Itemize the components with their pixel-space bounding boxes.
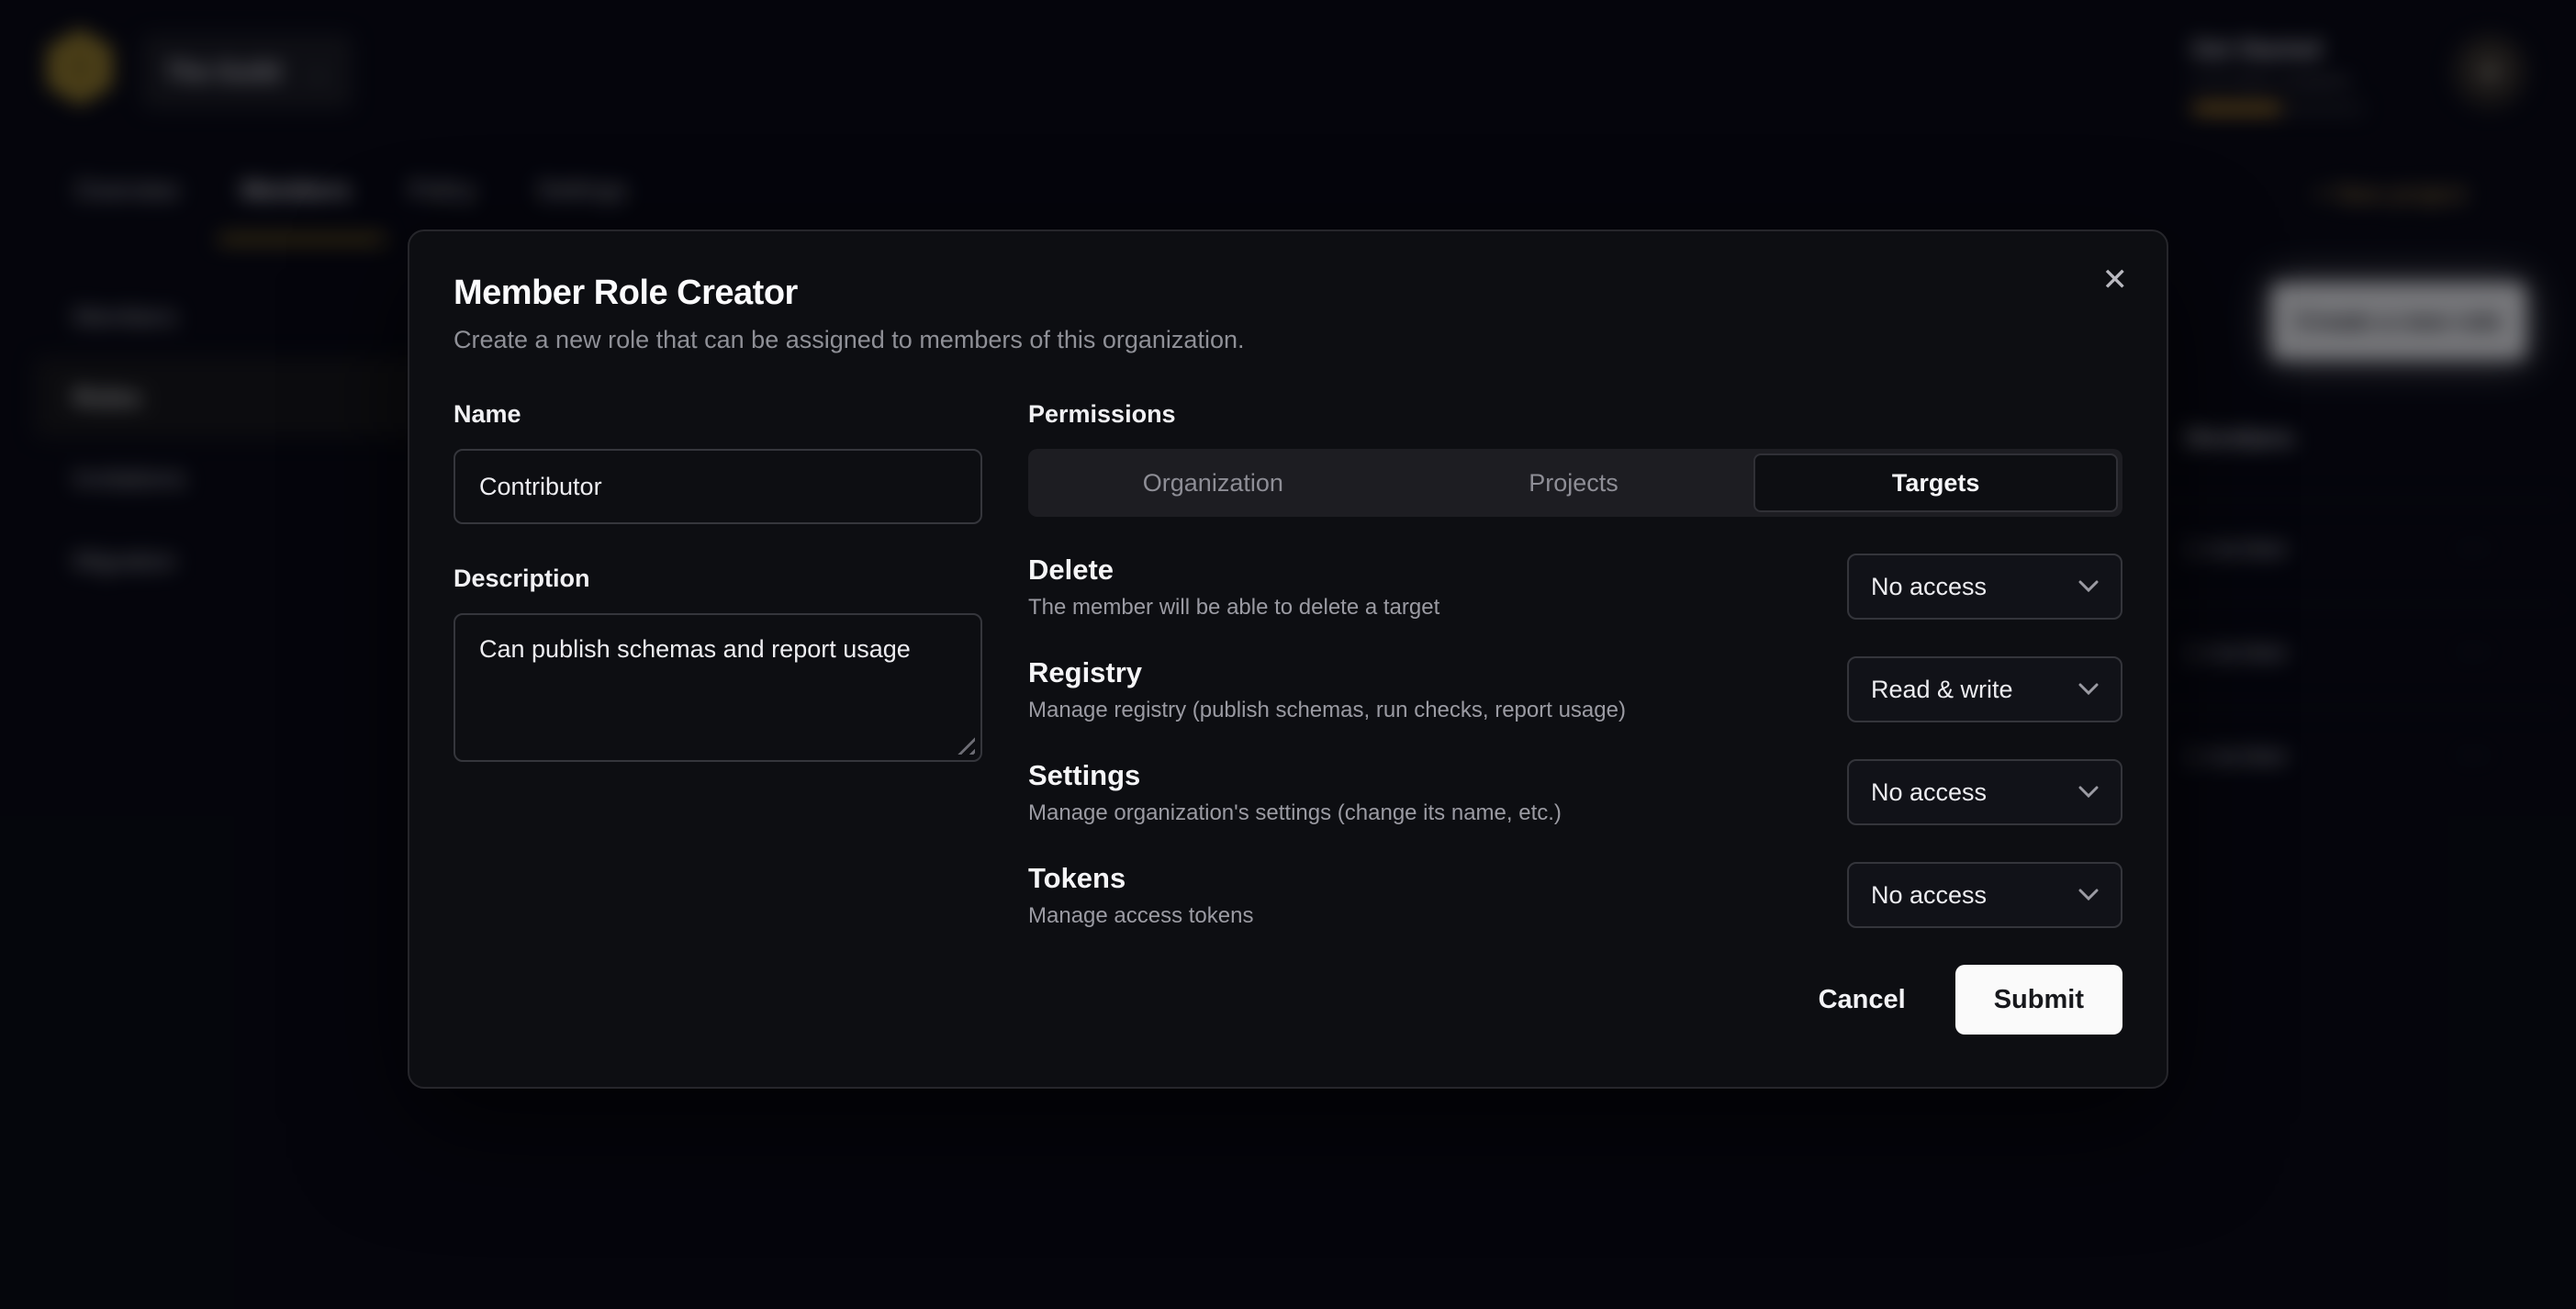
dialog-title: Member Role Creator: [454, 274, 798, 312]
chevron-down-icon: [2078, 580, 2099, 593]
permission-row-registry: [1028, 656, 2122, 722]
select-value: Read & write: [1871, 675, 2013, 703]
permission-title: Settings: [1028, 759, 1141, 791]
name-input[interactable]: [454, 449, 982, 524]
tokens-access-select[interactable]: [1847, 862, 2122, 928]
permission-description: Manage organization's settings (change its name, etc.): [1028, 800, 1562, 825]
submit-button[interactable]: Submit: [1955, 965, 2122, 1035]
description-textarea[interactable]: [454, 613, 982, 762]
select-value: No access: [1871, 880, 1988, 909]
permission-title: Registry: [1028, 656, 1143, 688]
cancel-button[interactable]: Cancel: [1782, 965, 1943, 1035]
permissions-scope-tabs: [1028, 449, 2122, 517]
close-icon[interactable]: ✕: [2101, 263, 2128, 297]
select-value: No access: [1871, 778, 1988, 806]
permissions-label: Permissions: [1028, 400, 1176, 428]
dialog-footer: [1028, 965, 2122, 1035]
chevron-down-icon: [2078, 889, 2099, 901]
permission-description: Manage registry (publish schemas, run checks, report usage): [1028, 698, 1626, 722]
name-label: Name: [454, 400, 521, 428]
settings-access-select[interactable]: [1847, 759, 2122, 825]
permission-row-delete: [1028, 554, 2122, 620]
permission-row-tokens: [1028, 862, 2122, 928]
dialog-subtitle: Create a new role that can be assigned to members of this organization.: [454, 326, 1245, 353]
registry-access-select[interactable]: [1847, 656, 2122, 722]
delete-access-select[interactable]: [1847, 554, 2122, 620]
permission-title: Tokens: [1028, 862, 1126, 894]
scope-tab-projects[interactable]: Projects: [1529, 468, 1618, 497]
description-label: Description: [454, 565, 590, 592]
member-role-creator-dialog: [408, 229, 2168, 1089]
permission-row-settings: [1028, 759, 2122, 825]
permission-rows: [1028, 554, 2122, 928]
permission-description: The member will be able to delete a target: [1028, 595, 1440, 620]
select-value: No access: [1871, 572, 1988, 600]
scope-tab-organization[interactable]: Organization: [1142, 468, 1283, 497]
permission-title: Delete: [1028, 554, 1114, 586]
chevron-down-icon: [2078, 786, 2099, 799]
scope-tab-targets[interactable]: Targets: [1753, 453, 2118, 512]
permission-description: Manage access tokens: [1028, 903, 1254, 928]
chevron-down-icon: [2078, 683, 2099, 696]
